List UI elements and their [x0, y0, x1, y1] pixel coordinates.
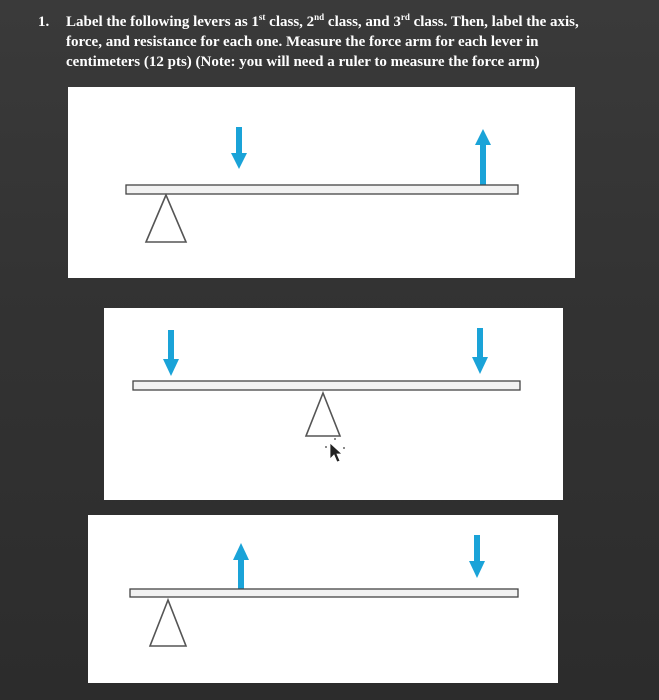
lever-panel-3	[88, 515, 558, 683]
question-line-2: force, and resistance for each one. Measure the force arm for each lever in	[66, 34, 539, 50]
lever-panel-1	[68, 87, 575, 278]
question-number: 1.	[38, 14, 50, 30]
lever-3-down-arrow-icon	[469, 535, 485, 578]
lever-3-fulcrum-icon	[150, 600, 186, 646]
lever-1-fulcrum-icon	[146, 195, 186, 242]
mouse-cursor-icon	[325, 438, 345, 462]
lever-2-left-down-arrow-icon	[163, 330, 179, 376]
lever-diagram-3	[88, 515, 558, 683]
superscript-rd: rd	[400, 12, 410, 22]
lever-3-up-arrow-icon	[233, 543, 249, 589]
lever-1-up-arrow-icon	[475, 129, 491, 185]
lever-diagram-2	[104, 308, 563, 500]
question-line-1-part-d: class. Then, label the axis,	[409, 14, 579, 30]
question-body	[66, 12, 626, 72]
lever-3-beam	[130, 589, 518, 597]
question-line-1	[66, 12, 626, 32]
question-line-1-part-b: class, 2	[265, 14, 315, 30]
superscript-nd: nd	[314, 12, 325, 22]
lever-2-fulcrum-icon	[306, 393, 340, 436]
lever-2-beam	[133, 381, 520, 390]
lever-2-right-down-arrow-icon	[472, 328, 488, 374]
lever-panel-2	[104, 308, 563, 500]
lever-diagram-1	[68, 87, 575, 278]
question-line-1-part-c: class, and 3	[324, 14, 401, 30]
superscript-st: st	[258, 12, 266, 22]
lever-1-down-arrow-icon	[231, 127, 247, 169]
question-line-3: centimeters (12 pts) (Note: you will need a ruler to measure the force arm)	[66, 54, 540, 70]
lever-1-beam	[126, 185, 518, 194]
question-line-1-part-a: Label the following levers as 1	[66, 14, 259, 30]
